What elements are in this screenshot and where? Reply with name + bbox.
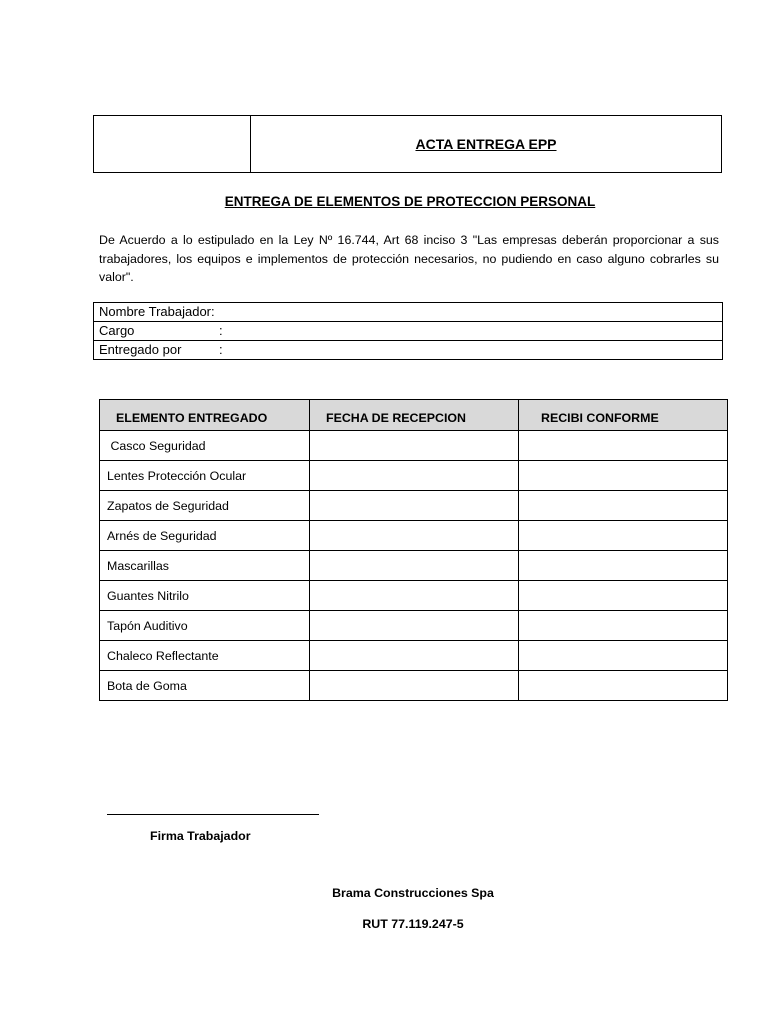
table-row xyxy=(100,671,728,701)
reception-date-cell xyxy=(310,491,519,521)
table-row xyxy=(100,461,728,491)
table-row xyxy=(100,581,728,611)
received-ok-cell xyxy=(519,491,728,521)
received-ok-cell xyxy=(519,551,728,581)
reception-date-cell xyxy=(310,521,519,551)
company-rut: RUT 77.119.247-5 xyxy=(362,917,464,931)
delivered-by-separator: : xyxy=(219,342,223,357)
table-row xyxy=(100,611,728,641)
section-title: ENTREGA DE ELEMENTOS DE PROTECCION PERSONAL xyxy=(224,194,596,209)
reception-date-cell xyxy=(310,641,519,671)
position-separator: : xyxy=(219,323,223,338)
item-name: Arnés de Seguridad xyxy=(100,521,310,551)
received-ok-cell xyxy=(519,461,728,491)
table-row xyxy=(100,551,728,581)
logo-placeholder xyxy=(94,116,251,172)
table-row xyxy=(100,641,728,671)
item-name: Lentes Protección Ocular xyxy=(100,461,310,491)
received-ok-cell xyxy=(519,641,728,671)
column-header-date: FECHA DE RECEPCION xyxy=(310,400,519,431)
item-name: Casco Seguridad xyxy=(100,431,310,461)
table-header-row xyxy=(100,400,728,431)
received-ok-cell xyxy=(519,431,728,461)
worker-info-table xyxy=(93,302,723,360)
item-name: Chaleco Reflectante xyxy=(100,641,310,671)
intro-paragraph: De Acuerdo a lo estipulado en la Ley Nº 16.744, Art 68 inciso 3 "Las empresas deberán proporcionar a sus trabajadores, los equipos e implementos de protección necesarios, no pudiendo en caso alguno cobrarles su valor". xyxy=(99,233,719,284)
info-row-position xyxy=(94,322,723,341)
info-row-worker-name xyxy=(94,303,723,322)
table-row xyxy=(100,491,728,521)
reception-date-cell xyxy=(310,431,519,461)
reception-date-cell xyxy=(310,671,519,701)
signature-line xyxy=(107,814,319,815)
header-box xyxy=(93,115,722,173)
document-title: ACTA ENTREGA EPP xyxy=(415,136,557,152)
received-ok-cell xyxy=(519,671,728,701)
worker-name-label: Nombre Trabajador: xyxy=(99,304,215,319)
item-name: Guantes Nitrilo xyxy=(100,581,310,611)
item-name: Zapatos de Seguridad xyxy=(100,491,310,521)
reception-date-cell xyxy=(310,581,519,611)
column-header-received: RECIBI CONFORME xyxy=(519,400,728,431)
info-row-delivered-by xyxy=(94,341,723,360)
delivered-by-label: Entregado por xyxy=(99,342,182,357)
table-row xyxy=(100,521,728,551)
reception-date-cell xyxy=(310,551,519,581)
reception-date-cell xyxy=(310,611,519,641)
reception-date-cell xyxy=(310,461,519,491)
company-name: Brama Construcciones Spa xyxy=(332,886,494,900)
received-ok-cell xyxy=(519,521,728,551)
signature-label: Firma Trabajador xyxy=(150,829,251,843)
position-label: Cargo xyxy=(99,323,135,338)
table-row xyxy=(100,431,728,461)
item-name: Mascarillas xyxy=(100,551,310,581)
column-header-element: ELEMENTO ENTREGADO xyxy=(100,400,310,431)
item-name: Tapón Auditivo xyxy=(100,611,310,641)
items-table xyxy=(99,399,728,701)
item-name: Bota de Goma xyxy=(100,671,310,701)
received-ok-cell xyxy=(519,581,728,611)
received-ok-cell xyxy=(519,611,728,641)
